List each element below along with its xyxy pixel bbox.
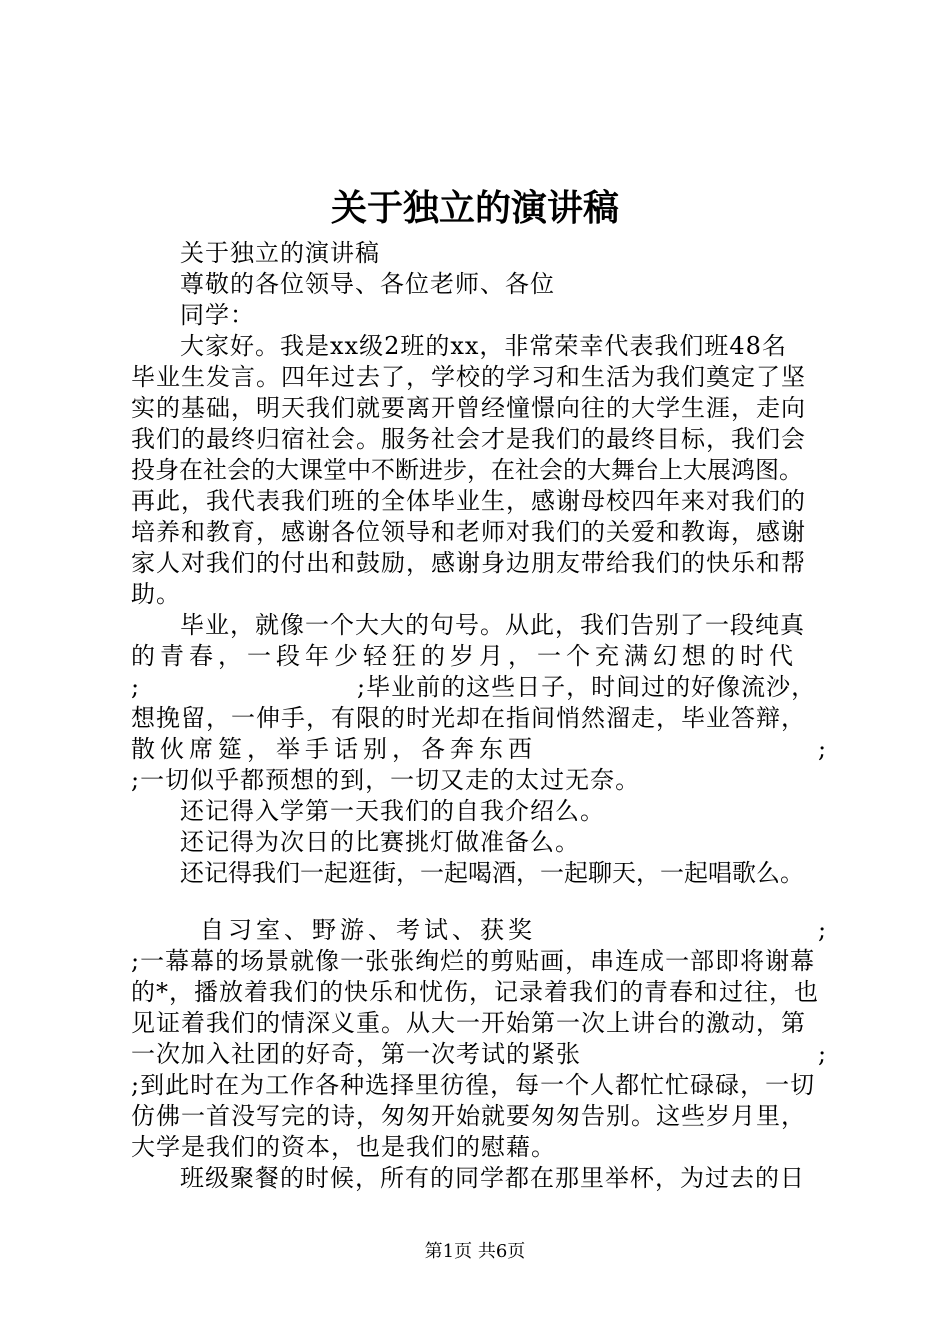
text-line: 投身在社会的大课堂中不断进步，在社会的大舞台上大展鸿图。 [131, 456, 803, 484]
text-line: ;到此时在为工作各种选择里彷徨，每一个人都忙忙碌碌，一切 [131, 1071, 816, 1099]
text-line: ; [818, 916, 828, 944]
text-line: 自习室、野游、考试、获奖 [200, 916, 536, 944]
page-title: 关于独立的演讲稿 [330, 187, 619, 229]
text-line: ;毕业前的这些日子，时间过的好像流沙， [357, 673, 817, 701]
text-line: 的青春，一段年少轻狂的岁月，一个充满幻想的时代 [131, 642, 798, 670]
text-line: 实的基础，明天我们就要离开曾经憧憬向往的大学生涯，走向 [131, 394, 806, 422]
text-line: 仿佛一首没写完的诗，匆匆开始就要匆匆告别。这些岁月里， [131, 1102, 806, 1130]
text-line: 班级聚餐的时候，所有的同学都在那里举杯，为过去的日 [180, 1164, 805, 1192]
text-line: 同学： [180, 301, 255, 329]
text-line: 见证着我们的情深义重。从大一开始第一次上讲台的激动，第 [131, 1009, 806, 1037]
text-line: 还记得我们一起逛街，一起喝酒，一起聊天，一起唱歌么。 [180, 859, 804, 887]
text-line: 还记得为次日的比赛挑灯做准备么。 [180, 828, 580, 856]
text-line: 大学是我们的资本，也是我们的慰藉。 [131, 1133, 556, 1161]
page-footer: 第1页 共6页 [424, 1241, 526, 1262]
text-line: 散伙席筵，举手话别，各奔东西 [131, 735, 537, 763]
text-line: 一次加入社团的好奇，第一次考试的紧张 [131, 1040, 581, 1068]
text-line: ;一切似乎都预想的到，一切又走的太过无奈。 [131, 766, 641, 794]
text-line: 家人对我们的付出和鼓励，感谢身边朋友带给我们的快乐和帮 [131, 549, 806, 577]
text-line: 想挽留，一伸手，有限的时光却在指间悄然溜走，毕业答辩， [131, 704, 806, 732]
text-line: 再此，我代表我们班的全体毕业生，感谢母校四年来对我们的 [131, 487, 806, 515]
text-line: 关于独立的演讲稿 [180, 239, 380, 267]
text-line: ;一幕幕的场景就像一张张绚烂的剪贴画，串连成一部即将谢幕 [131, 947, 816, 975]
text-line: 的*，播放着我们的快乐和忧伤，记录着我们的青春和过往，也 [131, 978, 819, 1006]
text-line: ; [818, 1040, 828, 1068]
text-line: 助。 [131, 580, 181, 608]
text-line: ; [131, 673, 141, 701]
text-line: 培养和教育，感谢各位领导和老师对我们的关爱和教诲，感谢 [131, 518, 806, 546]
text-line: 毕业生发言。四年过去了，学校的学习和生活为我们奠定了坚 [131, 363, 806, 391]
text-line: 尊敬的各位领导、各位老师、各位 [180, 270, 555, 298]
text-line: 我们的最终归宿社会。服务社会才是我们的最终目标，我们会 [131, 425, 806, 453]
text-line: 大家好。我是xx级2班的xx，非常荣幸代表我们班48名 [180, 332, 787, 360]
text-line: ; [818, 735, 828, 763]
text-line: 毕业，就像一个大大的句号。从此，我们告别了一段纯真 [180, 611, 805, 639]
text-line: 还记得入学第一天我们的自我介绍么。 [180, 797, 605, 825]
